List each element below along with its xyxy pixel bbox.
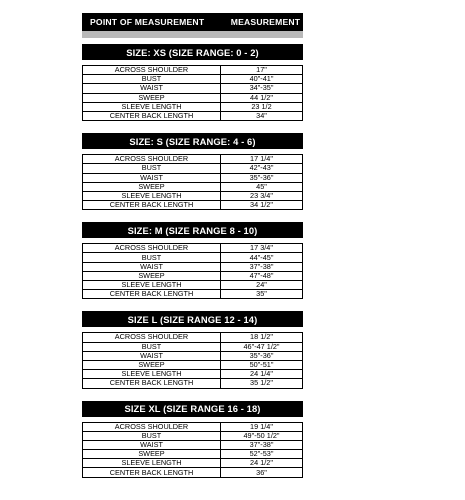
measurement-point-cell: BUST: [83, 253, 221, 262]
measurement-point-cell: ACROSS SHOULDER: [83, 422, 221, 431]
size-section-title: SIZE: S (SIZE RANGE: 4 - 6): [82, 133, 303, 149]
measurement-value-cell: 49"-50 1/2": [221, 431, 303, 440]
measurement-value-cell: 23 1/2: [221, 102, 303, 111]
table-row: [83, 244, 303, 253]
measurement-value-cell: 50"-51": [221, 360, 303, 369]
measurement-value-cell: 18 1/2": [221, 333, 303, 342]
measurement-point-cell: SWEEP: [83, 450, 221, 459]
table-row: [83, 155, 303, 164]
measurement-point-cell: SWEEP: [83, 271, 221, 280]
measurement-value-cell: 40"-41": [221, 75, 303, 84]
measurement-table: [82, 243, 303, 299]
table-row: [83, 111, 303, 120]
table-row: [83, 440, 303, 449]
table-row: [83, 281, 303, 290]
measurement-point-cell: WAIST: [83, 84, 221, 93]
measurement-value-cell: 35 1/2": [221, 379, 303, 388]
size-section: [82, 44, 303, 121]
measurement-table: [82, 154, 303, 210]
table-row: [83, 333, 303, 342]
measurement-value-cell: 34"-35": [221, 84, 303, 93]
table-row: [83, 173, 303, 182]
measurement-value-cell: 44"-45": [221, 253, 303, 262]
table-row: [83, 290, 303, 299]
measurement-table: [82, 332, 303, 388]
measurement-table: [82, 422, 303, 478]
table-row: [83, 351, 303, 360]
table-row: [83, 191, 303, 200]
measurement-value-cell: 36": [221, 468, 303, 477]
measurement-point-cell: CENTER BACK LENGTH: [83, 290, 221, 299]
size-section-title: SIZE: M (SIZE RANGE 8 - 10): [82, 222, 303, 238]
measurement-value-cell: 17 3/4": [221, 244, 303, 253]
measurement-point-cell: ACROSS SHOULDER: [83, 244, 221, 253]
header-divider-band: [82, 31, 303, 38]
measurement-value-cell: 23 3/4": [221, 191, 303, 200]
table-row: [83, 102, 303, 111]
measurement-point-cell: SLEEVE LENGTH: [83, 102, 221, 111]
measurement-point-cell: CENTER BACK LENGTH: [83, 201, 221, 210]
table-row: [83, 422, 303, 431]
measurement-value-cell: 17": [221, 66, 303, 75]
table-row: [83, 182, 303, 191]
table-row: [83, 66, 303, 75]
table-row: [83, 370, 303, 379]
size-section: [82, 133, 303, 210]
measurement-point-cell: WAIST: [83, 173, 221, 182]
measurement-value-cell: 34": [221, 111, 303, 120]
measurement-point-cell: WAIST: [83, 262, 221, 271]
size-sections: [82, 38, 303, 478]
table-row: [83, 431, 303, 440]
size-chart: [82, 13, 303, 484]
measurement-value-cell: 46"-47 1/2": [221, 342, 303, 351]
table-row: [83, 271, 303, 280]
table-row: [83, 360, 303, 369]
measurement-point-cell: SWEEP: [83, 93, 221, 102]
table-row: [83, 459, 303, 468]
table-row: [83, 468, 303, 477]
size-section-title: SIZE XL (SIZE RANGE 16 - 18): [82, 401, 303, 417]
table-row: [83, 379, 303, 388]
table-row: [83, 253, 303, 262]
measurement-value-cell: 35"-36": [221, 173, 303, 182]
table-row: [83, 164, 303, 173]
table-row: [83, 201, 303, 210]
measurement-point-cell: ACROSS SHOULDER: [83, 66, 221, 75]
measurement-value-cell: 24 1/2": [221, 459, 303, 468]
measurement-point-cell: SLEEVE LENGTH: [83, 459, 221, 468]
measurement-value-cell: 52"-53": [221, 450, 303, 459]
measurement-point-cell: WAIST: [83, 351, 221, 360]
measurement-value-cell: 17 1/4": [221, 155, 303, 164]
measurement-value-cell: 24 1/4": [221, 370, 303, 379]
size-section: [82, 401, 303, 478]
table-row: [83, 342, 303, 351]
measurement-value-cell: 47"-48": [221, 271, 303, 280]
measurement-point-cell: BUST: [83, 75, 221, 84]
measurement-point-cell: SLEEVE LENGTH: [83, 191, 221, 200]
table-row: [83, 93, 303, 102]
measurement-header: MEASUREMENT: [230, 17, 301, 27]
measurement-point-cell: CENTER BACK LENGTH: [83, 379, 221, 388]
size-section: [82, 222, 303, 299]
measurement-value-cell: 42"-43": [221, 164, 303, 173]
measurement-value-cell: 35"-36": [221, 351, 303, 360]
measurement-point-cell: SWEEP: [83, 360, 221, 369]
measurement-point-cell: BUST: [83, 431, 221, 440]
table-row: [83, 262, 303, 271]
measurement-point-cell: WAIST: [83, 440, 221, 449]
point-of-measurement-header: POINT OF MEASUREMENT: [90, 17, 205, 27]
measurement-table: [82, 65, 303, 121]
measurement-point-cell: BUST: [83, 342, 221, 351]
measurement-value-cell: 37"-38": [221, 262, 303, 271]
measurement-point-cell: ACROSS SHOULDER: [83, 155, 221, 164]
measurement-value-cell: 37"-38": [221, 440, 303, 449]
size-section-title: SIZE: XS (SIZE RANGE: 0 - 2): [82, 44, 303, 60]
size-section: [82, 311, 303, 388]
measurement-value-cell: 24": [221, 281, 303, 290]
measurement-value-cell: 44 1/2": [221, 93, 303, 102]
column-header: [82, 13, 303, 31]
measurement-value-cell: 34 1/2": [221, 201, 303, 210]
measurement-point-cell: CENTER BACK LENGTH: [83, 468, 221, 477]
table-row: [83, 450, 303, 459]
table-row: [83, 84, 303, 93]
size-section-title: SIZE L (SIZE RANGE 12 - 14): [82, 311, 303, 327]
measurement-point-cell: SLEEVE LENGTH: [83, 370, 221, 379]
measurement-value-cell: 35": [221, 290, 303, 299]
measurement-point-cell: CENTER BACK LENGTH: [83, 111, 221, 120]
measurement-point-cell: SLEEVE LENGTH: [83, 281, 221, 290]
measurement-point-cell: ACROSS SHOULDER: [83, 333, 221, 342]
measurement-point-cell: SWEEP: [83, 182, 221, 191]
measurement-point-cell: BUST: [83, 164, 221, 173]
measurement-value-cell: 19 1/4": [221, 422, 303, 431]
table-row: [83, 75, 303, 84]
measurement-value-cell: 45": [221, 182, 303, 191]
